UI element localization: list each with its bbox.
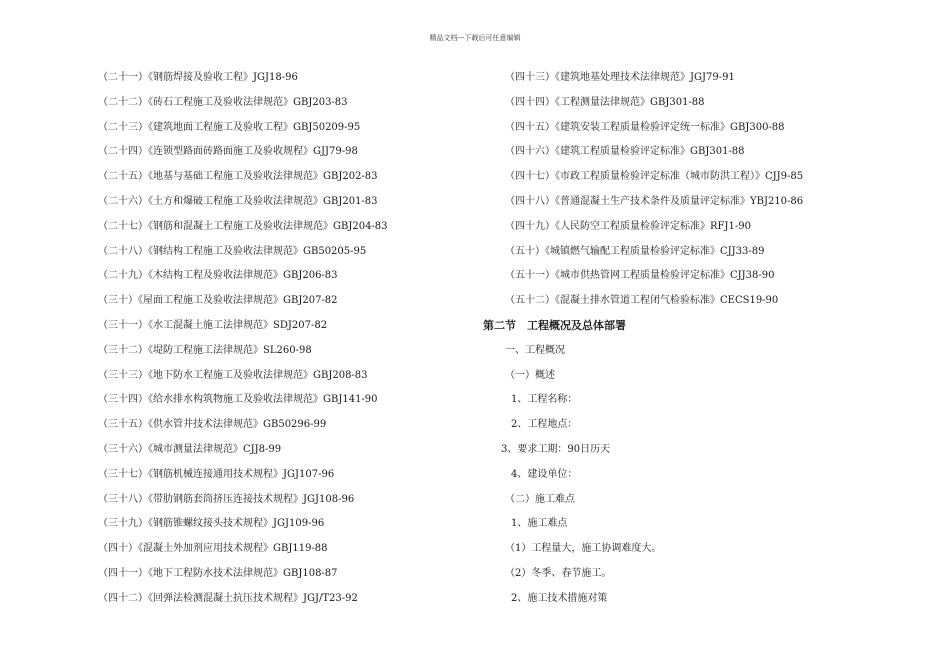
list-item: （二十二）《砖石工程施工及验收法律规范》GBJ203-83	[98, 96, 348, 108]
list-item: （三十一）《水工混凝土施工法律规范》SDJ207-82	[98, 319, 328, 331]
list-item: （三十六）《城市测量法律规范》CJJ8-99	[98, 443, 282, 455]
list-item: （三十二）《堤防工程施工法律规范》SL260-98	[98, 344, 312, 356]
list-item: （四十五）《建筑安装工程质量检验评定统一标准》GBJ300-88	[505, 121, 785, 133]
list-item: （二十四）《连锁型路面砖路面施工及验收规程》GJJ79-98	[98, 146, 358, 158]
overview-line: （2）冬季、春节施工。	[505, 567, 612, 579]
list-item: （四十）《混凝土外加剂应用技术规程》GBJ119-88	[98, 543, 328, 555]
list-item: （四十一）《地下工程防水技术法律规范》GBJ108-87	[98, 567, 338, 579]
overview-line: （二）施工难点	[505, 493, 575, 505]
list-item: （三十八）《带肋钢筋套筒挤压连接技术规程》JGJ108-96	[98, 493, 355, 505]
list-item: （二十一）《钢筋焊接及验收工程》JGJ18-96	[98, 72, 298, 83]
list-item: （二十九）《木结构工程及验收法律规范》GBJ206-83	[98, 270, 338, 282]
left-column	[98, 66, 498, 612]
list-item: （三十三）《地下防水工程施工及验收法律规范》GBJ208-83	[98, 369, 368, 381]
list-item: （二十三）《建筑地面工程施工及验收工程》GBJ50209-95	[98, 121, 361, 133]
overview-line: 2、工程地点：	[511, 419, 578, 431]
list-item: （二十六）《土方和爆破工程施工及验收法律规范》GBJ201-83	[98, 195, 378, 207]
list-item: （三十九）《钢筋锥螺纹接头技术规程》JGJ109-96	[98, 518, 325, 530]
list-item: （二十八）《钢结构工程施工及验收法律规范》GB50205-95	[98, 245, 367, 257]
list-item: （四十四）《工程测量法律规范》GBJ301-88	[505, 96, 705, 108]
overview-line: 2、施工技术措施对策	[511, 592, 608, 604]
overview-line: 一、工程概况	[505, 344, 565, 356]
list-item: （三十五）《供水管井技术法律规范》GB50296-99	[98, 419, 327, 431]
list-item: （二十七）《钢筋和混凝土工程施工及验收法律规范》GBJ204-83	[98, 220, 388, 232]
section-title: 第二节 工程概况及总体部署	[483, 318, 626, 332]
list-item: （二十五）《地基与基础工程施工及验收法律规范》GBJ202-83	[98, 171, 378, 183]
list-item: （三十四）《给水排水构筑物施工及验收法律规范》GBJ141-90	[98, 394, 378, 406]
list-item: （五十一）《城市供热管网工程质量检验评定标准》CJJ38-90	[505, 270, 775, 282]
list-item: （四十六）《建筑工程质量检验评定标准》GBJ301-88	[505, 146, 745, 158]
page-header: 精品文档---下载后可任意编辑	[429, 34, 521, 42]
list-item: （四十三）《建筑地基处理技术法律规范》JGJ79-91	[505, 72, 735, 83]
overview-line: （一）概述	[505, 369, 555, 381]
overview-line: 4、建设单位：	[511, 468, 578, 480]
overview-line: 1、施工难点	[511, 518, 568, 530]
overview-line: （1）工程量大，施工协调难度大。	[505, 543, 662, 555]
overview-line: 1、工程名称：	[511, 394, 578, 406]
list-item: （四十九）《人民防空工程质量检验评定标准》RFJ1-90	[505, 220, 751, 232]
list-item: （五十二）《混凝土排水管道工程闭气检验标准》CECS19-90	[505, 295, 779, 307]
right-column	[483, 66, 935, 612]
list-item: （三十）《屋面工程施工及验收法律规范》GBJ207-82	[98, 295, 338, 307]
overview-line: 3、要求工期：90日历天	[501, 443, 611, 455]
list-item: （四十二）《回弹法检测混凝土抗压技术规程》JGJ/T23-92	[98, 592, 358, 604]
list-item: （四十七）《市政工程质量检验评定标准（城市防洪工程）》CJJ9-85	[505, 171, 804, 183]
list-item: （三十七）《钢筋机械连接通用技术规程》JGJ107-96	[98, 468, 335, 480]
list-item: （四十八）《普通混凝土生产技术条件及质量评定标准》YBJ210-86	[505, 195, 804, 207]
list-item: （五十）《城镇燃气输配工程质量检验评定标准》CJJ33-89	[505, 245, 765, 257]
